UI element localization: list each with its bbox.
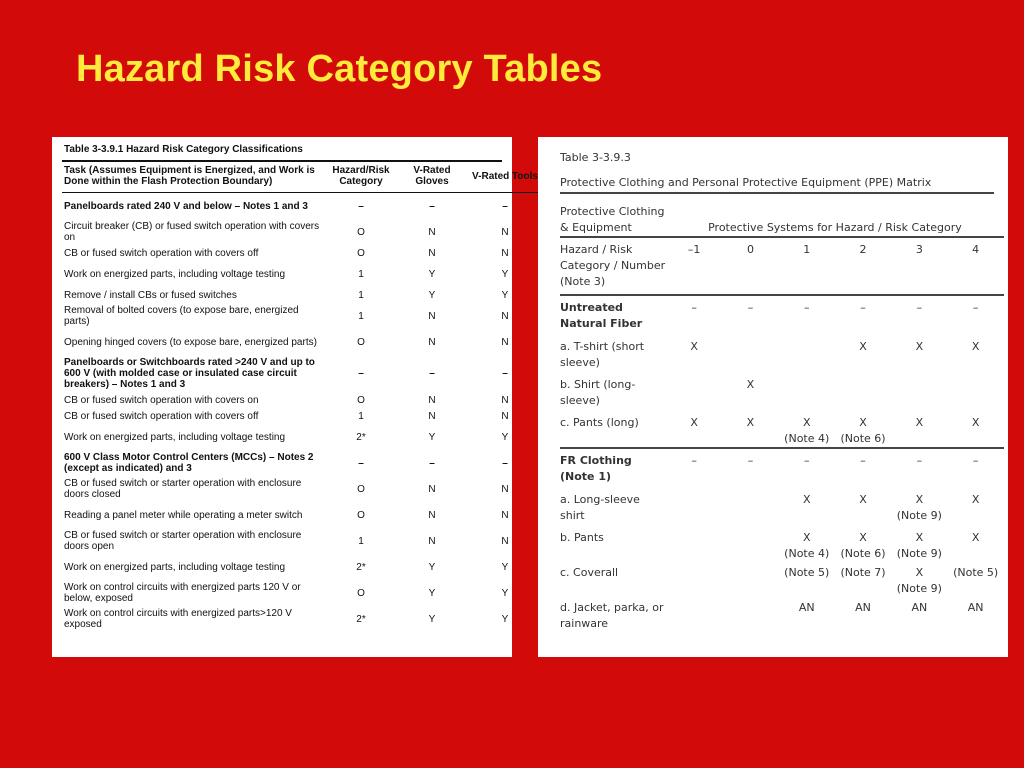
- cell-note: (Note 6): [840, 547, 886, 560]
- item-row: [560, 336, 1004, 374]
- cell-value: X: [859, 340, 867, 353]
- gloves-cell: N: [428, 535, 436, 547]
- category-cell: 1: [358, 289, 364, 301]
- matrix-cell: –: [666, 448, 722, 489]
- category-cell: –: [326, 193, 396, 220]
- table-row: [62, 408, 542, 424]
- matrix-cell: [947, 489, 1003, 527]
- tools-column-header: V-Rated Tools: [472, 170, 538, 182]
- group-label: Untreated Natural Fiber: [560, 295, 666, 336]
- cell-value: AN: [911, 601, 928, 614]
- group-row: [560, 295, 1004, 336]
- category-cell: –: [358, 368, 364, 379]
- category-cell: 2*: [356, 431, 366, 443]
- matrix-cell: [835, 336, 891, 374]
- ppe-grid: [560, 194, 1004, 635]
- category-cell: O: [357, 226, 365, 238]
- tools-cell: –: [502, 368, 508, 379]
- item-label: b. Shirt (long-sleeve): [560, 378, 636, 407]
- table-title: Table 3-3.9.1 Hazard Risk Category Classifications: [64, 144, 303, 155]
- item-label: b. Pants: [560, 531, 604, 544]
- task-cell: Reading a panel meter while operating a meter switch: [64, 509, 303, 521]
- tools-cell: N: [501, 394, 509, 406]
- task-cell: CB or fused switch operation with covers on: [64, 394, 259, 406]
- table-title: Protective Clothing and Personal Protective Equipment (PPE) Matrix: [560, 176, 932, 189]
- matrix-cell: –: [779, 295, 835, 336]
- tools-cell: N: [501, 535, 509, 547]
- matrix-cell: [779, 489, 835, 527]
- table-row: [62, 392, 542, 408]
- tools-cell: Y: [501, 561, 509, 573]
- cell-value: X: [859, 416, 867, 429]
- category-cell: O: [357, 483, 365, 495]
- task-cell: Work on energized parts, including voltage testing: [64, 561, 286, 573]
- gloves-cell: N: [428, 336, 436, 348]
- category-level-header: –1: [666, 237, 722, 295]
- cell-value: AN: [967, 601, 984, 614]
- category-level-header: 2: [835, 237, 891, 295]
- matrix-cell: –: [722, 295, 778, 336]
- category-level-header: 1: [779, 237, 835, 295]
- task-cell: CB or fused switch or starter operation with enclosure doors closed: [64, 478, 302, 500]
- cell-note: (Note 9): [896, 547, 942, 560]
- gloves-cell: N: [428, 247, 436, 259]
- matrix-cell: [835, 489, 891, 527]
- gloves-cell: N: [428, 410, 436, 422]
- section-row: [62, 355, 542, 392]
- cell-value: X: [859, 493, 867, 506]
- matrix-cell: –: [666, 295, 722, 336]
- gloves-cell: –: [429, 368, 435, 379]
- category-cell: 1: [358, 535, 364, 547]
- task-cell: Work on energized parts, including voltage testing: [64, 268, 286, 280]
- tools-cell: Y: [501, 587, 509, 599]
- matrix-cell: [835, 597, 891, 635]
- cell-value: X: [915, 416, 924, 429]
- matrix-cell: [947, 562, 1003, 597]
- task-cell: Removal of bolted covers (to expose bare, energized parts): [64, 305, 299, 327]
- task-column-header: Task (Assumes Equipment is Energized, and Work is Done within the Flash Protection Boundary): [64, 165, 315, 187]
- cell-value: X: [915, 493, 924, 506]
- cell-value: X: [971, 340, 980, 353]
- matrix-cell: [722, 374, 778, 412]
- matrix-cell: [891, 336, 947, 374]
- ppe-matrix-table: [538, 137, 1008, 657]
- matrix-cell: [779, 527, 835, 562]
- tools-cell: N: [501, 410, 509, 422]
- task-cell: Circuit breaker (CB) or fused switch operation with covers on: [64, 221, 320, 243]
- cell-note: (Note 6): [840, 432, 886, 445]
- matrix-cell: [666, 374, 722, 412]
- gloves-cell: Y: [428, 268, 436, 280]
- cell-value: X: [915, 340, 924, 353]
- cell-value: X: [971, 493, 980, 506]
- category-cell: O: [357, 336, 365, 348]
- table-row: [62, 261, 542, 287]
- gloves-cell: Y: [428, 289, 436, 301]
- cell-value: X: [971, 416, 980, 429]
- category-level-header: 3: [891, 237, 947, 295]
- matrix-cell: [666, 489, 722, 527]
- category-row-header: Hazard / Risk Category / Number (Note 3): [560, 237, 666, 295]
- cell-note: (Note 5): [784, 566, 830, 579]
- matrix-cell: [835, 374, 891, 412]
- tools-cell: N: [501, 336, 509, 348]
- table-row: [62, 476, 542, 502]
- item-row: [560, 489, 1004, 527]
- matrix-cell: [947, 527, 1003, 562]
- matrix-cell: –: [947, 448, 1003, 489]
- matrix-cell: [835, 527, 891, 562]
- category-cell: O: [357, 587, 365, 599]
- tools-cell: N: [501, 483, 509, 495]
- table-row: [62, 502, 542, 528]
- gloves-column-header: V-Rated Gloves: [413, 165, 451, 187]
- table-row: [62, 580, 542, 606]
- tools-cell: N: [501, 509, 509, 521]
- cell-value: AN: [798, 601, 815, 614]
- matrix-cell: [835, 562, 891, 597]
- hazard-risk-classification-table: [52, 137, 538, 657]
- cell-value: X: [915, 566, 924, 579]
- task-cell: Work on control circuits with energized parts>120 V exposed: [64, 608, 292, 630]
- gloves-cell: –: [396, 193, 468, 220]
- matrix-cell: [666, 597, 722, 635]
- gloves-cell: N: [428, 509, 436, 521]
- cell-value: X: [802, 531, 811, 544]
- tools-cell: Y: [501, 268, 509, 280]
- item-row: [560, 597, 1004, 635]
- item-label: a. T-shirt (short sleeve): [560, 340, 645, 369]
- item-row: [560, 412, 1004, 448]
- matrix-cell: [947, 374, 1003, 412]
- table-row: [62, 424, 542, 450]
- table-row: [62, 245, 542, 261]
- matrix-cell: [722, 597, 778, 635]
- matrix-cell: –: [779, 448, 835, 489]
- matrix-cell: [947, 412, 1003, 448]
- matrix-cell: [779, 374, 835, 412]
- cell-value: X: [915, 531, 924, 544]
- cell-note: (Note 4): [784, 547, 830, 560]
- task-cell: CB or fused switch or starter operation with enclosure doors open: [64, 530, 302, 552]
- matrix-cell: [947, 597, 1003, 635]
- cell-value: X: [802, 493, 811, 506]
- cell-value: X: [746, 378, 755, 391]
- cell-note: (Note 4): [784, 432, 830, 445]
- section-row: [62, 450, 542, 476]
- matrix-cell: [779, 597, 835, 635]
- task-cell: Work on control circuits with energized parts 120 V or below, exposed: [64, 582, 301, 604]
- matrix-cell: [666, 527, 722, 562]
- cell-value: X: [859, 531, 867, 544]
- cell-value: X: [746, 416, 755, 429]
- classification-grid: [62, 162, 542, 632]
- gloves-cell: Y: [428, 431, 436, 443]
- matrix-cell: [666, 562, 722, 597]
- matrix-cell: [947, 336, 1003, 374]
- cell-note: (Note 5): [953, 566, 999, 579]
- item-row: [560, 562, 1004, 597]
- gloves-cell: Y: [428, 587, 436, 599]
- cell-value: X: [971, 531, 980, 544]
- item-row: [560, 374, 1004, 412]
- table-row: [62, 303, 542, 329]
- matrix-cell: [779, 562, 835, 597]
- category-cell: O: [357, 509, 365, 521]
- matrix-cell: [891, 597, 947, 635]
- category-cell: 1: [358, 310, 364, 322]
- task-cell: Remove / install CBs or fused switches: [64, 289, 237, 301]
- matrix-cell: [891, 412, 947, 448]
- item-row: [560, 527, 1004, 562]
- task-cell: Opening hinged covers (to expose bare, energized parts): [64, 336, 317, 348]
- cell-value: AN: [855, 601, 871, 614]
- clothing-column-header: Protective Clothing & Equipment: [560, 205, 665, 234]
- matrix-cell: [891, 374, 947, 412]
- gloves-cell: N: [428, 226, 436, 238]
- tools-cell: –: [502, 457, 508, 469]
- slide-title: Hazard Risk Category Tables: [76, 48, 603, 90]
- tools-cell: N: [501, 310, 509, 322]
- systems-column-header: Protective Systems for Hazard / Risk Category: [708, 221, 962, 234]
- task-cell: Panelboards or Switchboards rated >240 V and up to 600 V (with molded case or insulated case circuit breakers) – Notes 1 and 3: [64, 357, 315, 390]
- task-cell: Work on energized parts, including voltage testing: [64, 431, 286, 443]
- cell-note: (Note 9): [896, 582, 942, 595]
- category-cell: –: [358, 457, 364, 469]
- tools-cell: N: [501, 247, 509, 259]
- matrix-cell: [722, 336, 778, 374]
- cell-value: X: [690, 340, 698, 353]
- group-label: FR Clothing (Note 1): [560, 448, 666, 489]
- matrix-cell: –: [722, 448, 778, 489]
- task-cell: Panelboards rated 240 V and below – Notes 1 and 3: [62, 193, 326, 220]
- matrix-cell: [779, 336, 835, 374]
- category-cell: 1: [358, 268, 364, 280]
- tools-cell: N: [501, 226, 509, 238]
- matrix-cell: –: [891, 448, 947, 489]
- tools-cell: Y: [501, 613, 509, 625]
- category-level-header: 4: [947, 237, 1003, 295]
- table-row: [62, 528, 542, 554]
- category-cell: 2*: [356, 613, 366, 625]
- matrix-cell: [666, 336, 722, 374]
- cell-note: (Note 9): [896, 509, 942, 522]
- tools-cell: Y: [501, 289, 509, 301]
- gloves-cell: –: [429, 457, 435, 469]
- item-label: c. Pants (long): [560, 416, 639, 429]
- matrix-cell: [835, 412, 891, 448]
- matrix-cell: [779, 412, 835, 448]
- table-number: Table 3-3.9.3: [560, 151, 631, 164]
- item-label: a. Long-sleeve shirt: [560, 493, 640, 522]
- gloves-cell: N: [428, 394, 436, 406]
- matrix-cell: [722, 412, 778, 448]
- matrix-cell: [722, 527, 778, 562]
- matrix-cell: [666, 412, 722, 448]
- matrix-cell: –: [891, 295, 947, 336]
- matrix-cell: [891, 527, 947, 562]
- ppe-rows: [560, 194, 1004, 635]
- table-row: [62, 329, 542, 355]
- task-cell: 600 V Class Motor Control Centers (MCCs) – Notes 2 (except as indicated) and 3: [64, 452, 314, 474]
- category-level-header: 0: [722, 237, 778, 295]
- task-cell: CB or fused switch operation with covers off: [64, 410, 259, 422]
- matrix-cell: –: [947, 295, 1003, 336]
- tools-cell: –: [468, 193, 542, 220]
- table-row: [62, 606, 542, 632]
- table-row: [62, 554, 542, 580]
- cell-value: X: [690, 416, 698, 429]
- section-row: [62, 193, 542, 220]
- gloves-cell: Y: [428, 561, 436, 573]
- matrix-cell: –: [835, 448, 891, 489]
- cell-value: X: [802, 416, 811, 429]
- matrix-cell: –: [835, 295, 891, 336]
- cell-note: (Note 7): [840, 566, 886, 579]
- gloves-cell: N: [428, 483, 436, 495]
- matrix-cell: [722, 489, 778, 527]
- item-label: d. Jacket, parka, or rainware: [560, 601, 664, 630]
- matrix-cell: [891, 489, 947, 527]
- matrix-cell: [891, 562, 947, 597]
- task-cell: CB or fused switch operation with covers off: [64, 247, 259, 259]
- gloves-cell: N: [428, 310, 436, 322]
- category-cell: 1: [358, 410, 364, 422]
- category-cell: 2*: [356, 561, 366, 573]
- gloves-cell: Y: [428, 613, 436, 625]
- table-row: [62, 219, 542, 245]
- tools-cell: Y: [501, 431, 509, 443]
- matrix-cell: [722, 562, 778, 597]
- classification-rows: [62, 193, 542, 633]
- table-row: [62, 287, 542, 303]
- category-cell: O: [357, 247, 365, 259]
- category-cell: O: [357, 394, 365, 406]
- item-label: c. Coverall: [560, 566, 619, 579]
- category-column-header: Hazard/Risk Category: [332, 165, 390, 187]
- group-row: [560, 448, 1004, 489]
